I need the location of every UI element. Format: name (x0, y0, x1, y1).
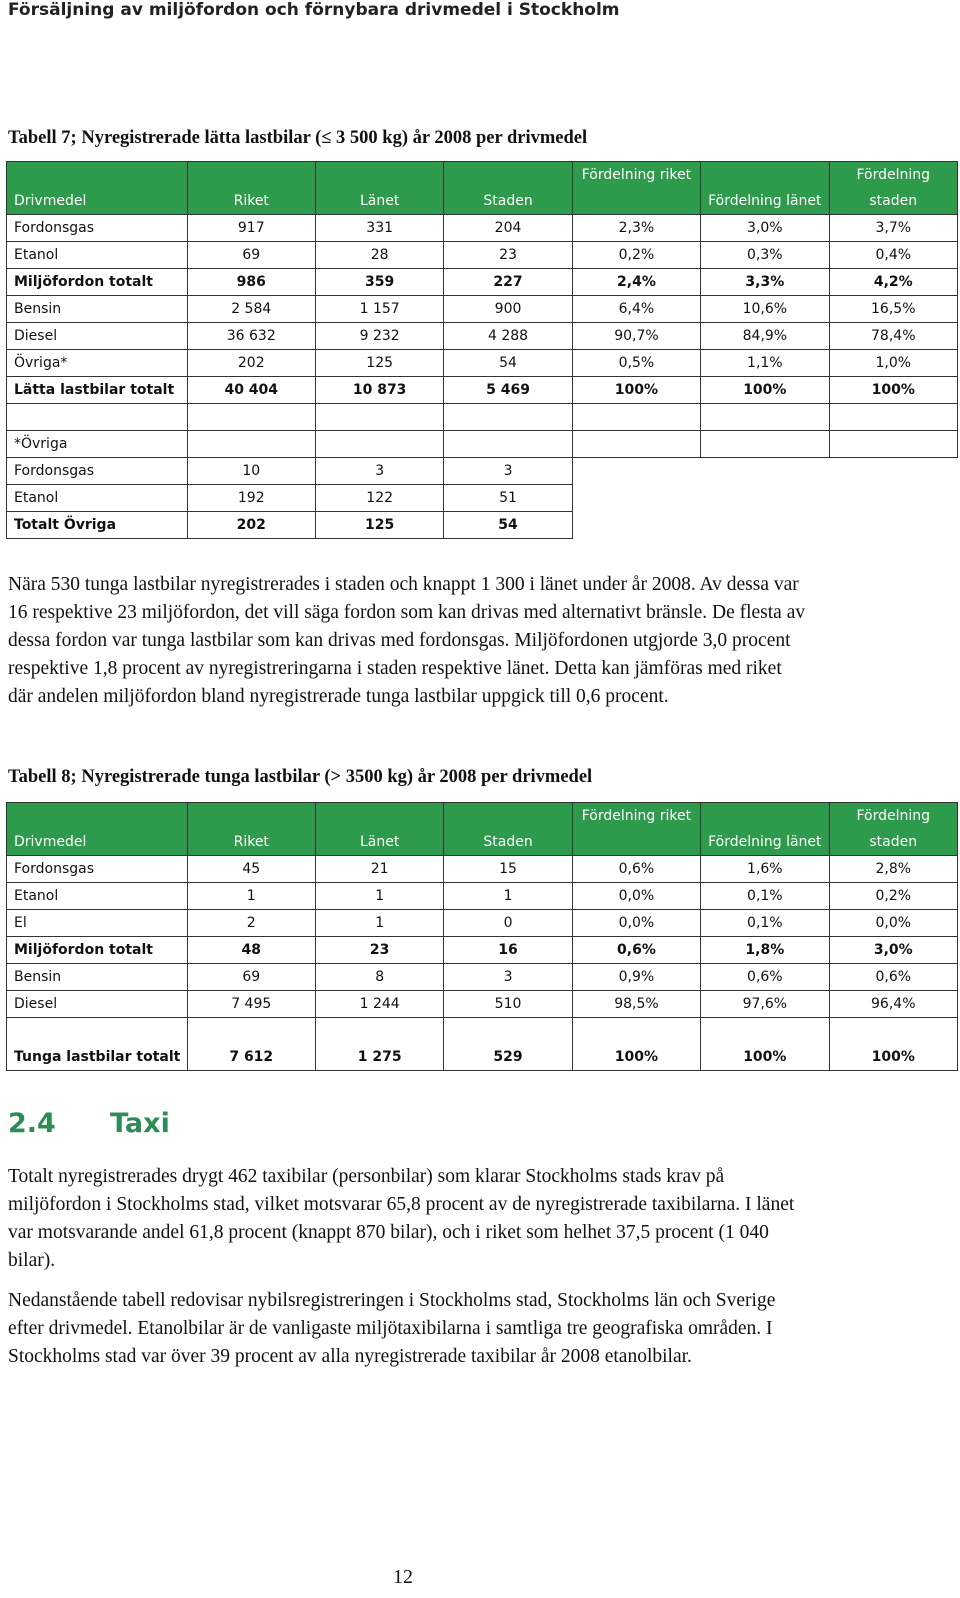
table-cell: 0,1% (701, 883, 829, 910)
table-row (7, 1018, 958, 1071)
row-label: El (7, 910, 188, 937)
table-7-body (7, 215, 958, 539)
table-cell (572, 485, 700, 512)
row-label: Bensin (7, 964, 188, 991)
table-cell: 0,4% (829, 242, 957, 269)
table-row (7, 512, 958, 539)
table-row (7, 910, 958, 937)
table-cell: 28 (315, 242, 443, 269)
table-cell: 100% (572, 1018, 700, 1071)
table-cell (701, 458, 829, 485)
table-cell: 84,9% (701, 323, 829, 350)
table-cell: 21 (315, 856, 443, 883)
table-cell: 40 404 (187, 377, 315, 404)
table-cell: 0,3% (701, 242, 829, 269)
table-7 (6, 161, 958, 539)
table-cell: 510 (444, 991, 572, 1018)
row-label: Lätta lastbilar totalt (7, 377, 188, 404)
table-cell: 0,9% (572, 964, 700, 991)
table-cell: 45 (187, 856, 315, 883)
table-cell: 36 632 (187, 323, 315, 350)
table-cell: 2,4% (572, 269, 700, 296)
table-cell (829, 431, 957, 458)
table-cell: 917 (187, 215, 315, 242)
col-header: Drivmedel (7, 162, 188, 215)
table-cell: 10,6% (701, 296, 829, 323)
table-cell: 192 (187, 485, 315, 512)
table-cell: 1,8% (701, 937, 829, 964)
col-header: Riket (187, 803, 315, 856)
table-cell: 0 (444, 910, 572, 937)
table-cell: 0,6% (701, 964, 829, 991)
table-row (7, 323, 958, 350)
table-cell (572, 404, 700, 431)
table-cell: 3 (315, 458, 443, 485)
table-row (7, 350, 958, 377)
row-label: Övriga* (7, 350, 188, 377)
table-cell: 90,7% (572, 323, 700, 350)
col-header: Staden (444, 803, 572, 856)
table-cell (572, 458, 700, 485)
table-cell: 0,0% (572, 910, 700, 937)
table-cell (444, 404, 572, 431)
table-cell: 227 (444, 269, 572, 296)
page-number: 12 (393, 1566, 413, 1588)
table-cell: 3,7% (829, 215, 957, 242)
table-cell: 51 (444, 485, 572, 512)
paragraph: Nära 530 tunga lastbilar nyregistrerades i staden och knappt 1 300 i länet under år 2008. Av dessa var 16 respektive 23 miljöfordon, det vill säga fordon som kan drivas med alternativt bränsle. De flesta av dessa fordon var tunga lastbilar som kan drivas med fordonsgas. Miljöfordonen utgjorde 3,0 procent respektive 1,8 procent av nyregistreringarna i staden respektive länet. Detta kan jämföras med riket där andelen miljöfordon bland nyregistrerade tunga lastbilar uppgick till 0,6 procent. (8, 574, 806, 707)
table-row (7, 883, 958, 910)
table-cell: 54 (444, 512, 572, 539)
col-header: Fördelning riket (572, 803, 700, 856)
table-cell: 2,3% (572, 215, 700, 242)
table-cell (701, 431, 829, 458)
col-header: Drivmedel (7, 803, 188, 856)
table-cell (572, 512, 700, 539)
table-cell: 125 (315, 350, 443, 377)
table-cell (315, 404, 443, 431)
table-row (7, 377, 958, 404)
table-cell (187, 431, 315, 458)
table-cell (572, 431, 700, 458)
col-header (829, 803, 957, 856)
footnote-title-row (7, 431, 958, 458)
section-number: 2.4 (8, 1108, 56, 1139)
table-cell: 48 (187, 937, 315, 964)
table-cell: 23 (315, 937, 443, 964)
table-cell (701, 512, 829, 539)
table-cell: 78,4% (829, 323, 957, 350)
table-cell: 3,0% (829, 937, 957, 964)
col-header-split: Fördelning staden (856, 167, 931, 209)
table-header-row (7, 162, 958, 215)
row-label: Tunga lastbilar totalt (7, 1018, 188, 1071)
table-cell: 1 157 (315, 296, 443, 323)
table-row (7, 269, 958, 296)
table-cell: 359 (315, 269, 443, 296)
table-cell: 202 (187, 512, 315, 539)
table-cell (7, 404, 188, 431)
table-cell: 2,8% (829, 856, 957, 883)
table-cell: 1 (315, 883, 443, 910)
table-cell (829, 485, 957, 512)
col-header (829, 162, 957, 215)
table-cell (829, 512, 957, 539)
table-cell (829, 458, 957, 485)
table-row (7, 215, 958, 242)
table-cell: 100% (701, 377, 829, 404)
row-label: Miljöfordon totalt (7, 269, 188, 296)
table-cell: 202 (187, 350, 315, 377)
table-row (7, 458, 958, 485)
table-cell: 96,4% (829, 991, 957, 1018)
row-label: Diesel (7, 323, 188, 350)
col-header: Länet (315, 162, 443, 215)
table-cell: 0,0% (572, 883, 700, 910)
table-cell: 54 (444, 350, 572, 377)
table-8-caption: Tabell 8; Nyregistrerade tunga lastbilar (> 3500 kg) år 2008 per drivmedel (8, 767, 593, 787)
table-8 (6, 802, 958, 1071)
col-header: Fördelning länet (701, 803, 829, 856)
row-label: *Övriga (7, 431, 188, 458)
table-row (7, 296, 958, 323)
table-cell: 1 (444, 883, 572, 910)
table-cell (701, 404, 829, 431)
table-cell: 10 873 (315, 377, 443, 404)
col-header-split: Fördelning staden (856, 808, 931, 850)
table-cell: 3 (444, 458, 572, 485)
table-cell: 331 (315, 215, 443, 242)
spacer-row (7, 404, 958, 431)
row-label: Fordonsgas (7, 856, 188, 883)
row-label: Totalt Övriga (7, 512, 188, 539)
running-header: Försäljning av miljöfordon och förnybara drivmedel i Stockholm (8, 0, 620, 20)
table-cell: 0,6% (572, 856, 700, 883)
table-cell: 7 495 (187, 991, 315, 1018)
table-cell (444, 431, 572, 458)
table-cell: 4,2% (829, 269, 957, 296)
table-cell: 0,1% (701, 910, 829, 937)
table-cell: 1,0% (829, 350, 957, 377)
table-cell: 204 (444, 215, 572, 242)
paragraph: Totalt nyregistrerades drygt 462 taxibilar (personbilar) som klarar Stockholms stads krav på miljöfordon i Stockholms stad, vilket motsvarar 65,8 procent av de nyregistrerade taxibilarna. I länet var motsvarande andel 61,8 procent (knappt 870 bilar), och i riket som helhet 37,5 procent (1 040 bilar). (8, 1166, 795, 1271)
row-label: Etanol (7, 485, 188, 512)
table-cell: 4 288 (444, 323, 572, 350)
table-cell: 0,2% (829, 883, 957, 910)
table-cell: 2 584 (187, 296, 315, 323)
table-cell: 100% (572, 377, 700, 404)
table-cell (187, 404, 315, 431)
row-label: Miljöfordon totalt (7, 937, 188, 964)
table-cell: 7 612 (187, 1018, 315, 1071)
row-label: Etanol (7, 242, 188, 269)
row-label: Fordonsgas (7, 458, 188, 485)
table-cell: 1,1% (701, 350, 829, 377)
col-header: Länet (315, 803, 443, 856)
table-cell: 69 (187, 242, 315, 269)
table-cell: 0,2% (572, 242, 700, 269)
table-cell: 69 (187, 964, 315, 991)
row-label: Diesel (7, 991, 188, 1018)
row-label: Etanol (7, 883, 188, 910)
paragraph: Nedanstående tabell redovisar nybilsregistreringen i Stockholms stad, Stockholms län och Sverige efter drivmedel. Etanolbilar är de vanligaste miljötaxibilarna i samtliga tre geografiska områden. I Stockholms stad var över 39 procent av alla nyregistrerade taxibilar år 2008 etanolbilar. (8, 1290, 776, 1367)
table-cell: 9 232 (315, 323, 443, 350)
col-header: Staden (444, 162, 572, 215)
table-cell: 1 (315, 910, 443, 937)
col-header: Riket (187, 162, 315, 215)
table-cell: 98,5% (572, 991, 700, 1018)
table-cell: 16,5% (829, 296, 957, 323)
table-cell: 3 (444, 964, 572, 991)
table-7-caption: Tabell 7; Nyregistrerade lätta lastbilar (≤ 3 500 kg) år 2008 per drivmedel (8, 128, 588, 148)
table-header-row (7, 803, 958, 856)
table-cell: 122 (315, 485, 443, 512)
table-cell (829, 404, 957, 431)
table-cell: 125 (315, 512, 443, 539)
table-cell: 23 (444, 242, 572, 269)
table-cell: 1 (187, 883, 315, 910)
table-cell: 0,6% (829, 964, 957, 991)
table-cell: 0,6% (572, 937, 700, 964)
table-row (7, 485, 958, 512)
section-title: Taxi (110, 1108, 170, 1139)
table-cell: 1,6% (701, 856, 829, 883)
col-header: Fördelning länet (701, 162, 829, 215)
table-cell: 6,4% (572, 296, 700, 323)
table-cell: 10 (187, 458, 315, 485)
table-cell: 0,0% (829, 910, 957, 937)
table-cell: 1 275 (315, 1018, 443, 1071)
col-header: Fördelning riket (572, 162, 700, 215)
table-cell: 97,6% (701, 991, 829, 1018)
table-row (7, 242, 958, 269)
row-label: Bensin (7, 296, 188, 323)
table-cell: 0,5% (572, 350, 700, 377)
table-cell: 100% (701, 1018, 829, 1071)
table-row (7, 991, 958, 1018)
table-cell: 529 (444, 1018, 572, 1071)
table-cell: 3,0% (701, 215, 829, 242)
table-cell: 900 (444, 296, 572, 323)
table-cell: 16 (444, 937, 572, 964)
table-cell: 3,3% (701, 269, 829, 296)
section-heading (8, 1108, 170, 1139)
table-cell (315, 431, 443, 458)
table-cell: 100% (829, 377, 957, 404)
table-cell: 8 (315, 964, 443, 991)
table-cell: 15 (444, 856, 572, 883)
table-cell: 2 (187, 910, 315, 937)
table-8-body (7, 856, 958, 1071)
table-cell: 1 244 (315, 991, 443, 1018)
table-cell: 986 (187, 269, 315, 296)
table-row (7, 937, 958, 964)
table-cell (701, 485, 829, 512)
table-cell: 100% (829, 1018, 957, 1071)
row-label: Fordonsgas (7, 215, 188, 242)
table-cell: 5 469 (444, 377, 572, 404)
table-row (7, 856, 958, 883)
table-row (7, 964, 958, 991)
